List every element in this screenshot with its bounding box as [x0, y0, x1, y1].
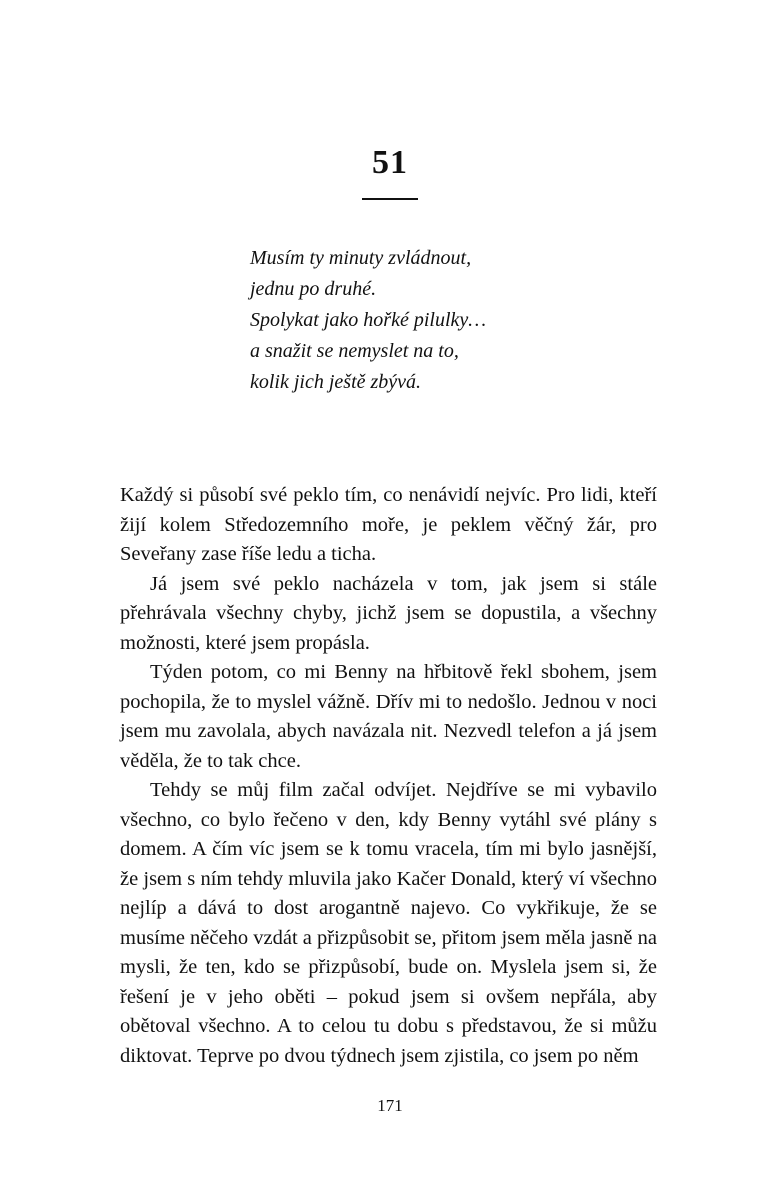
paragraph: Já jsem své peklo nacházela v tom, jak jsem si stále přehrávala všechny chyby, jichž jsem se dopustila, a všechny možnosti, které jsem propásla.: [120, 572, 657, 654]
chapter-number: 51: [372, 144, 408, 181]
epigraph: [250, 243, 670, 398]
chapter-divider: [362, 198, 418, 200]
page-number: 171: [377, 1096, 403, 1115]
epigraph-line: Spolykat jako hořké pilulky…: [250, 309, 487, 331]
epigraph-line: a snažit se nemyslet na to,: [250, 340, 459, 362]
body-text: [120, 481, 657, 1071]
paragraph: Každý si působí své peklo tím, co nenávidí nejvíc. Pro lidi, kteří žijí kolem Středozemního moře, je peklem věčný žár, pro Seveřany zase říše ledu a ticha.: [120, 484, 657, 565]
epigraph-line: Musím ty minuty zvládnout,: [250, 247, 472, 269]
paragraph: Tehdy se můj film začal odvíjet. Nejdříve se mi vybavilo všechno, co bylo řečeno v den, kdy Benny vytáhl své plány s domem. A čím víc jsem se k tomu vracela, tím mi bylo jasnější, že jsem s ním tehdy mluvila jako Kačer Donald, který ví všechno nejlíp a dává to dost arogantně najevo. Co vykřikuje, že se musíme něčeho vzdát a přizpůsobit se, přitom jsem měla jasně na mysli, že ten, kdo se přizpůsobí, bude on. Myslela jsem si, že řešení je v jeho oběti – pokud jsem si ovšem nepřála, aby obětoval všechno. A to celou tu dobu s představou, že si můžu diktovat. Teprve po dvou týdnech jsem zjistila, co jsem po něm: [120, 779, 657, 1067]
epigraph-line: kolik jich ještě zbývá.: [250, 371, 422, 393]
epigraph-line: jednu po druhé.: [250, 278, 377, 300]
paragraph: Týden potom, co mi Benny na hřbitově řekl sbohem, jsem pochopila, že to myslel vážně. Dřív mi to nedošlo. Jednou v noci jsem mu zavolala, abych navázala nit. Nezvedl telefon a já jsem věděla, že to tak chce.: [120, 661, 657, 772]
